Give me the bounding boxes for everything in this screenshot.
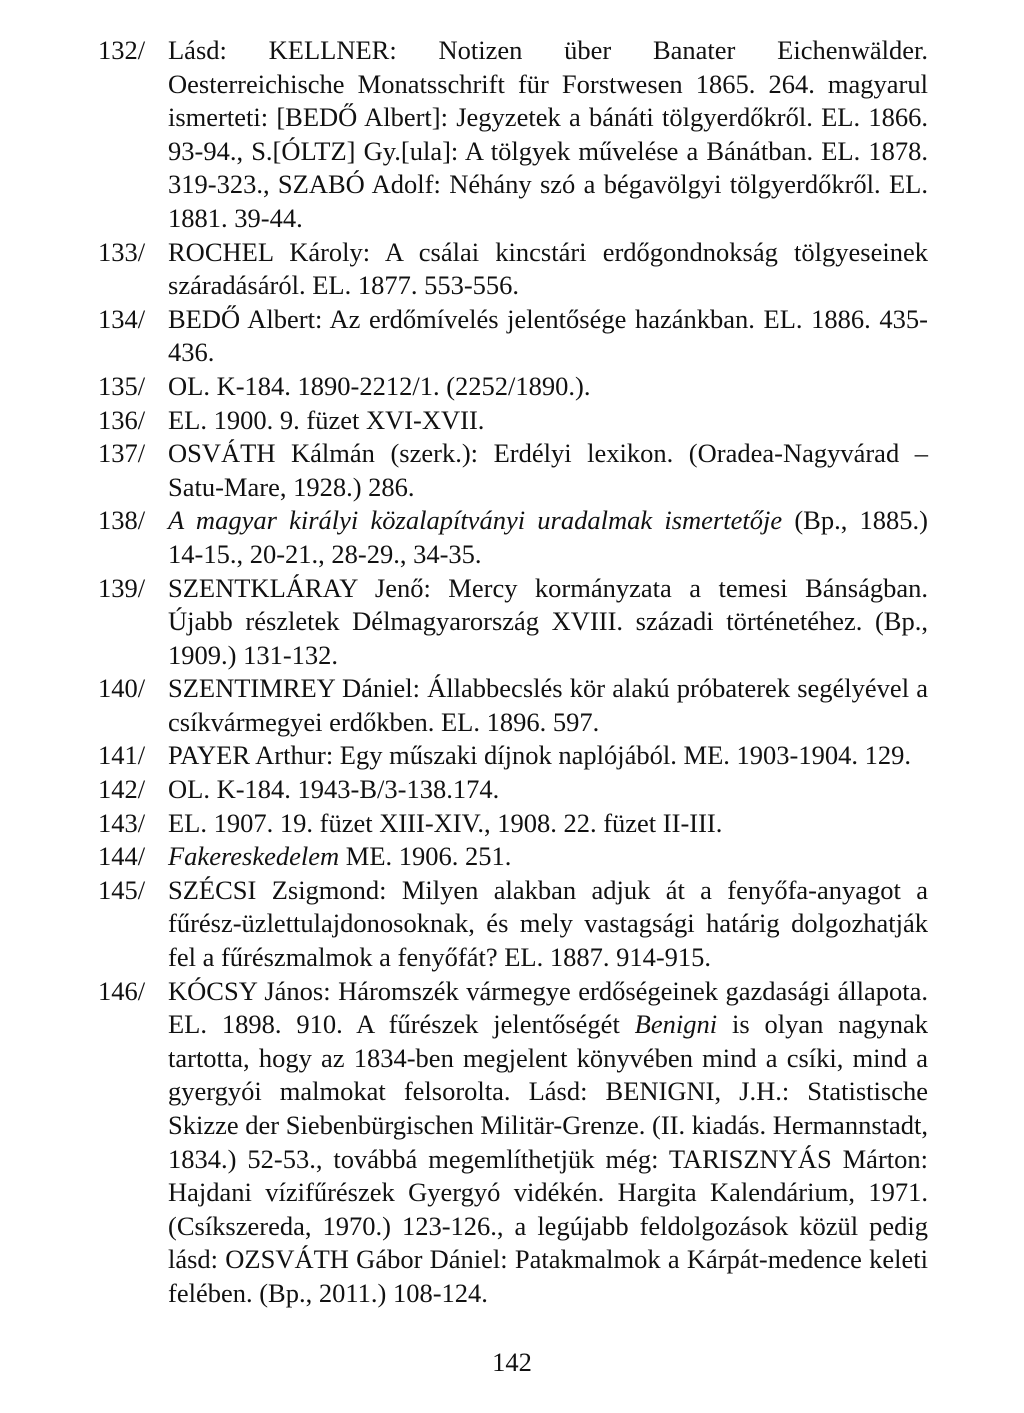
endnote-number: 137/ [98,438,146,469]
endnote-title-italic: Benigni [634,1009,718,1040]
endnote-text-segment: (Bp., 1885.) 14-15., 20-21., 28-29., 34-35. [168,505,929,569]
endnote-text [168,975,928,1311]
endnote-text-segment: BEDŐ Albert: Az erdőmívelés jelentősége hazánkban. EL. 1886. 435-436. [168,303,928,368]
endnote-text [168,773,928,807]
endnote-text-segment: SZENTKLÁRAY Jenő: Mercy kormányzata a temesi Bánságban. Újabb részletek Délmagyarország XVIII. századi történetéhez. (Bp., 1909.) 131-132. [168,572,928,670]
endnote-text [168,303,928,370]
endnote-text-segment: ROCHEL Károly: A csálai kincstári erdőgondnokság tölgyeseinek száradásáról. EL. 1877. 553-556. [168,236,928,301]
endnote-text-segment: Lásd: KELLNER: Notizen über Banater Eichenwälder. Oesterreichische Monatsschrift für Forstwesen 1865. 264. magyarul ismerteti: [BEDŐ Albert]: Jegyzetek a bánáti tölgyerdőkről. EL. 1866. 93-94., S.[ÓLTZ] Gy.[ula]: A tölgyek művelése a Bánátban. EL. 1878. 319-323., SZABÓ Adolf: Néhány szó a bégavölgyi tölgyerdőkről. EL. 1881. 39-44. [168,35,928,233]
endnote-text-segment: EL. 1907. 19. füzet XIII-XIV., 1908. 22. füzet II-III. [168,807,723,838]
endnote [98,807,928,841]
endnote-number: 144/ [98,841,146,872]
endnote-title-italic: Fakereskedelem [168,841,340,872]
endnote-number: 146/ [98,975,146,1006]
endnote [98,34,928,236]
endnote-number: 139/ [98,572,146,603]
endnote-number: 133/ [98,236,146,267]
endnote-number: 143/ [98,807,146,838]
endnote [98,773,928,807]
endnote [98,437,928,504]
endnote-text [168,807,928,841]
endnote-number: 134/ [98,303,146,334]
endnote [98,236,928,303]
endnote-text-segment: OL. K-184. 1890-2212/1. (2252/1890.). [168,370,591,401]
endnote-number: 136/ [98,404,146,435]
endnote-number: 141/ [98,740,146,771]
endnote-text [168,236,928,303]
endnote-number: 142/ [98,774,146,805]
endnote [98,504,928,571]
endnote-number: 140/ [98,673,146,704]
endnote-text [168,504,928,571]
endnote-text [168,572,928,673]
endnote-text-segment: is olyan nagynak tartotta, hogy az 1834-ben megjelent könyvében mind a csíki, mind a gyergyói malmokat felsorolta. Lásd: BENIGNI, J.H.: Statistische Skizze der Siebenbürgischen Militär-Grenze. (II. kiadás. Hermannstadt, 1834.) 52-53., továbbá megemlíthetjük még: TARISZNYÁS Márton: Hajdani vízifűrészek Gyergyó vidékén. Hargita Kalendárium, 1971. (Csíkszereda, 1970.) 123-126., a legújabb feldolgozások közül pedig lásd: OZSVÁTH Gábor Dániel: Patakmalmok a Kárpát-medence keleti felében. (Bp., 2011.) 108-124. [168,1009,929,1308]
endnote-text [168,874,928,975]
endnote [98,840,928,874]
endnote-text [168,370,928,404]
endnote [98,572,928,673]
endnote-text-segment: ME. 1906. 251. [339,841,512,872]
endnote-text [168,437,928,504]
endnote [98,874,928,975]
endnote-text [168,672,928,739]
endnote-text-segment: KÓCSY János: Háromszék vármegye erdőségeinek gazdasági állapota. EL. 1898. 910. A fűrészek jelentőségét [168,975,928,1040]
endnote-text-segment: PAYER Arthur: Egy műszaki díjnok naplójából. ME. 1903-1904. 129. [168,740,911,771]
endnote-text-segment: SZÉCSI Zsigmond: Milyen alakban adjuk át a fenyőfa-anyagot a fűrész-üzlettulajdonosoknak, és mely vastagsági határig dolgozhatják fel a fűrészmalmok a fenyőfát? EL. 1887. 914-915. [168,874,928,973]
endnote-text [168,34,928,236]
endnote [98,370,928,404]
endnote-number: 135/ [98,370,146,401]
endnote [98,975,928,1311]
endnote [98,404,928,438]
endnote [98,672,928,739]
endnote-text-segment: EL. 1900. 9. füzet XVI-XVII. [168,404,485,435]
endnote [98,739,928,773]
endnote-number: 138/ [98,505,146,536]
endnote-text-segment: OL. K-184. 1943-B/3-138.174. [168,774,500,805]
endnote [98,303,928,370]
endnote-title-italic: A magyar királyi közalapítványi uradalmak ismertetője [168,505,783,536]
endnote-text-segment: SZENTIMREY Dániel: Állabbecslés kör alakú próbaterek segélyével a csíkvármegyei erdőkben. EL. 1896. 597. [168,673,928,737]
endnote-text [168,739,928,773]
endnote-number: 145/ [98,874,146,905]
endnote-text-segment: OSVÁTH Kálmán (szerk.): Erdélyi lexikon. (Oradea-Nagyvárad – Satu-Mare, 1928.) 286. [168,438,928,502]
endnote-text [168,840,928,874]
endnote-number: 132/ [98,35,146,65]
endnote-text [168,404,928,438]
page-number: 142 [492,1347,532,1377]
endnotes-list [98,34,928,1311]
